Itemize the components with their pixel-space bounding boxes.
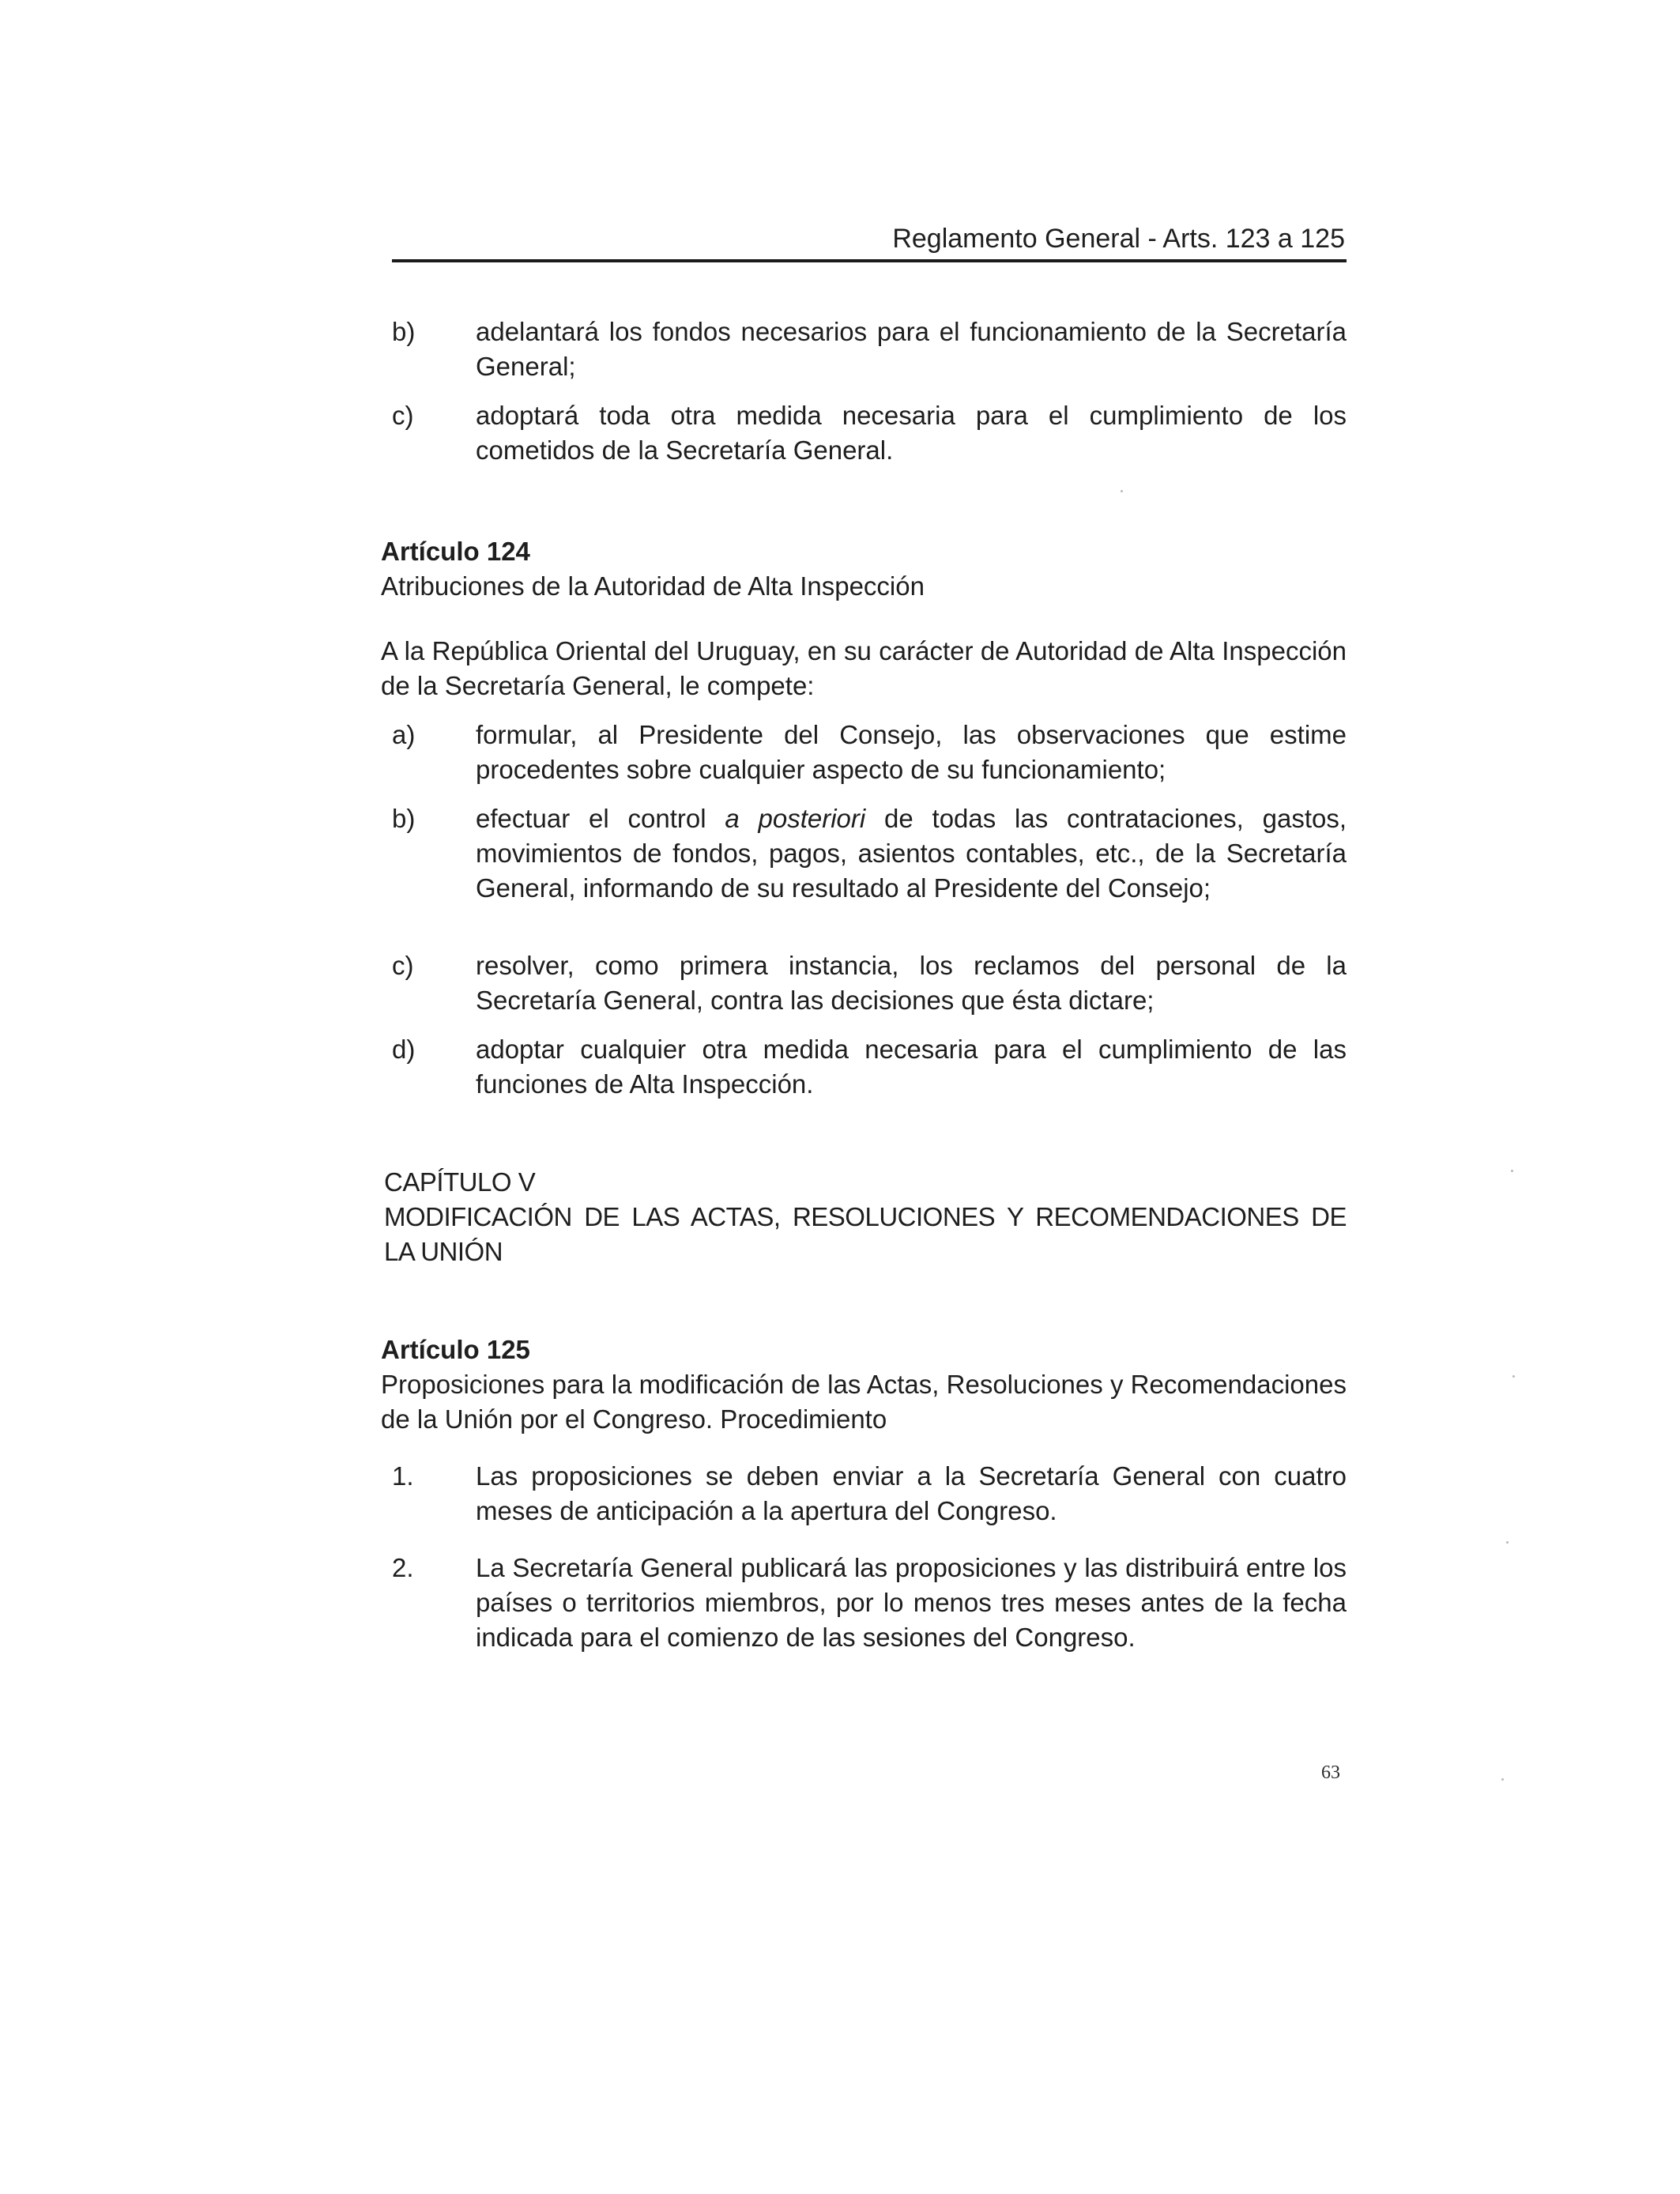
list-item [381, 1032, 1347, 1102]
list-item-text: adoptar cualquier otra medida necesaria para el cumplimiento de las funciones de Alta Inspección. [476, 1035, 1347, 1099]
list-marker: b) [392, 804, 416, 833]
list-marker: d) [392, 1035, 416, 1064]
list-item [381, 315, 1347, 384]
list-item [381, 398, 1347, 468]
list-item [381, 948, 1347, 1018]
scan-speck [1506, 1541, 1509, 1544]
scan-speck [1511, 1170, 1513, 1172]
article-125-heading [381, 1333, 1347, 1437]
header-rule [392, 259, 1347, 262]
list-item [381, 718, 1347, 787]
list-marker: b) [392, 317, 416, 346]
list-item-text: La Secretaría General publicará las proposiciones y las distribuirá entre los países o territorios miembros, por lo menos tres meses antes de la fecha indicada para el comienzo de las sesiones del Congreso. [476, 1553, 1347, 1652]
list-item [381, 1459, 1347, 1529]
list-item-text: adoptará toda otra medida necesaria para el cumplimiento de los cometidos de la Secretaría General. [476, 401, 1347, 465]
italic-term: a posteriori [725, 804, 866, 833]
article-title: Artículo 124 [381, 537, 530, 566]
list-marker: c) [392, 951, 414, 980]
text-run: de todas las contrataciones, gastos, movimientos de fondos, pagos, asientos contables, etc., de la Secretaría General, informando de su resultado al Presidente del Consejo; [476, 804, 1347, 903]
article-title: Artículo 125 [381, 1335, 530, 1364]
scan-speck [1501, 1778, 1504, 1781]
text-run: efectuar el control [476, 804, 725, 833]
running-header: Reglamento General - Arts. 123 a 125 [892, 224, 1345, 254]
list-marker: 2. [392, 1553, 414, 1582]
list-marker: 1. [392, 1461, 414, 1491]
list-item-text: formular, al Presidente del Consejo, las observaciones que estime procedentes sobre cualquier aspecto de su funcionamiento; [476, 720, 1347, 784]
chapter-title: MODIFICACIÓN DE LAS ACTAS, RESOLUCIONES Y RECOMENDACIONES DE LA UNIÓN [384, 1202, 1347, 1266]
chapter-label: CAPÍTULO V [384, 1167, 536, 1197]
list-item-text: adelantará los fondos necesarios para el funcionamiento de la Secretaría General; [476, 317, 1347, 381]
list-item-text: Las proposiciones se deben enviar a la Secretaría General con cuatro meses de anticipación a la apertura del Congreso. [476, 1461, 1347, 1525]
list-item-text: resolver, como primera instancia, los reclamos del personal de la Secretaría General, contra las decisiones que ésta dictare; [476, 951, 1347, 1015]
article-subtitle: Atribuciones de la Autoridad de Alta Inspección [381, 571, 925, 601]
article-subtitle: Proposiciones para la modificación de las Actas, Resoluciones y Recomendaciones de la Unión por el Congreso. Procedimiento [381, 1370, 1347, 1434]
article-124-heading [381, 534, 1347, 604]
scan-speck [1121, 490, 1123, 492]
list-item-text [476, 801, 1347, 906]
scan-speck [1512, 1375, 1515, 1378]
chapter-heading [384, 1165, 1347, 1269]
list-marker: c) [392, 401, 414, 430]
list-item [381, 801, 1347, 906]
list-item [381, 1551, 1347, 1655]
article-intro: A la República Oriental del Uruguay, en su carácter de Autoridad de Alta Inspección de la Secretaría General, le compete: [381, 636, 1347, 700]
page-number: 63 [1321, 1762, 1340, 1783]
list-marker: a) [392, 720, 416, 749]
